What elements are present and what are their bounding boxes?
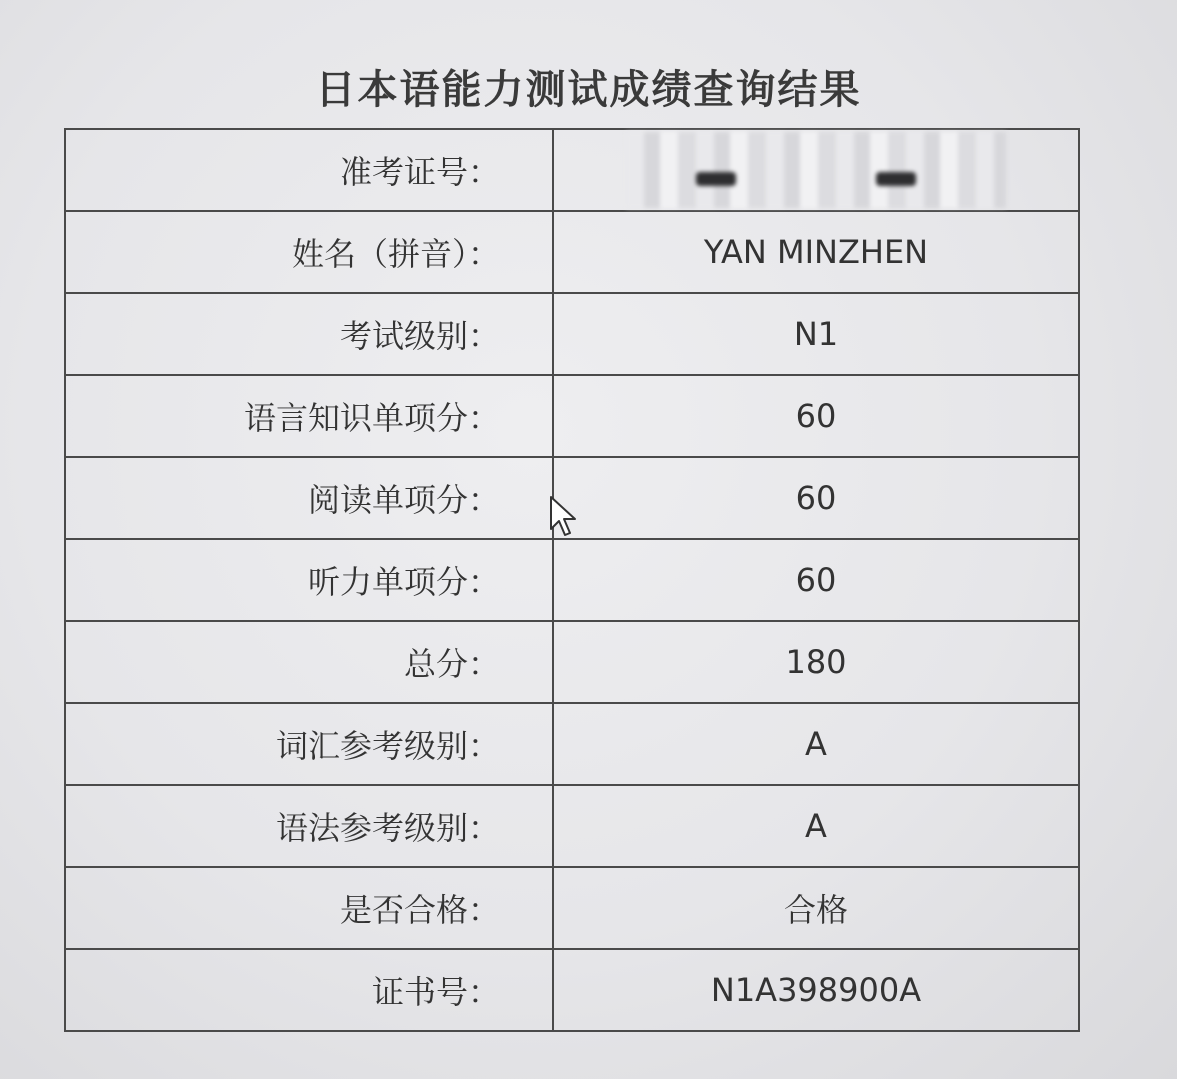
name-value: YAN MINZHEN <box>553 211 1079 293</box>
table-row-exam-number <box>65 129 1079 211</box>
pass-status: 合格 <box>553 867 1079 949</box>
page-title: 日本语能力测试成绩查询结果 <box>315 66 862 113</box>
table-row <box>65 867 1079 949</box>
certificate-number: N1A398900A <box>553 949 1079 1031</box>
table-row <box>65 293 1079 375</box>
mouse-pointer-icon <box>549 495 579 539</box>
listening-score: 60 <box>553 539 1079 621</box>
row-label: 是否合格： <box>65 867 553 949</box>
table-row <box>65 785 1079 867</box>
row-label: 词汇参考级别： <box>65 703 553 785</box>
table-row <box>65 949 1079 1031</box>
row-label: 姓名（拼音）： <box>65 211 553 293</box>
exam-number-value <box>553 129 1079 211</box>
grammar-level: A <box>553 785 1079 867</box>
row-label: 考试级别： <box>65 293 553 375</box>
redacted-blur <box>626 132 1006 208</box>
table-row <box>65 703 1079 785</box>
vocabulary-level: A <box>553 703 1079 785</box>
row-label: 听力单项分： <box>65 539 553 621</box>
reading-score: 60 <box>553 457 1079 539</box>
row-label: 阅读单项分： <box>65 457 553 539</box>
table-row <box>65 621 1079 703</box>
row-label: 语言知识单项分： <box>65 375 553 457</box>
row-label: 准考证号： <box>65 129 553 211</box>
table-row <box>65 375 1079 457</box>
result-table <box>64 128 1080 1032</box>
language-knowledge-score: 60 <box>553 375 1079 457</box>
table-row <box>65 211 1079 293</box>
table-row <box>65 539 1079 621</box>
row-label: 语法参考级别： <box>65 785 553 867</box>
level-value: N1 <box>553 293 1079 375</box>
row-label: 总分： <box>65 621 553 703</box>
row-label: 证书号： <box>65 949 553 1031</box>
total-score: 180 <box>553 621 1079 703</box>
